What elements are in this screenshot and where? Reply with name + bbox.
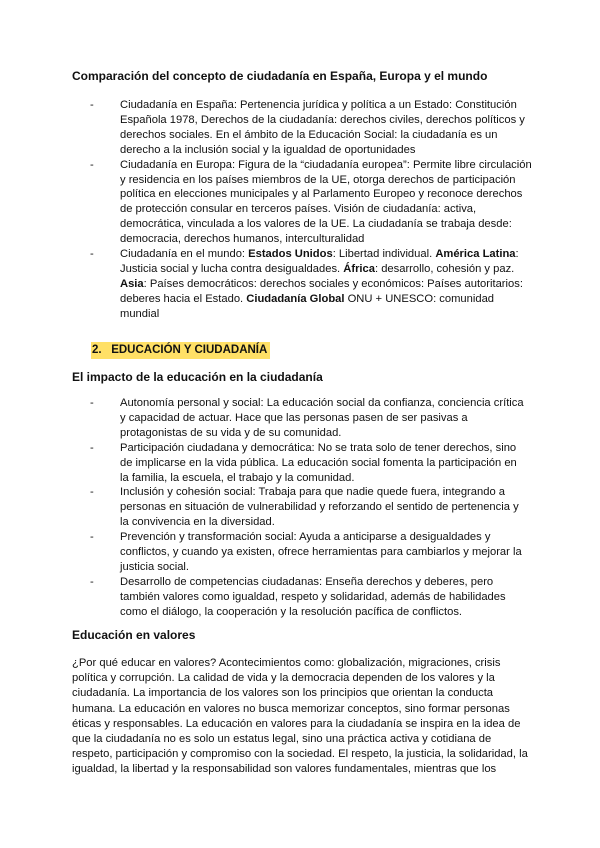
list-item: - Participación ciudadana y democrática: No se trata solo de tener derechos, sino de implicarse en la vida pública. La educación social fomenta la participación en la familia, la escuela, el trabajo y la comunidad. xyxy=(90,441,526,486)
heading-values-education: Educación en valores xyxy=(72,628,196,642)
list-item: - Desarrollo de competencias ciudadanas: Enseña derechos y deberes, pero también valores como igualdad, respeto y solidaridad, además de habilidades como el diálogo, la cooperación y la resolución pacífica de conflictos. xyxy=(90,575,526,620)
section-heading-2: 2. EDUCACIÓN Y CIUDADANÍA xyxy=(91,342,270,359)
heading-impact: El impacto de la educación en la ciudadanía xyxy=(72,370,323,384)
citizenship-comparison-list xyxy=(90,98,536,322)
values-paragraph: ¿Por qué educar en valores? Acontecimientos como: globalización, migraciones, crisis política y corrupción. La calidad de vida y la democracia dependen de los valores y la ciudadanía. La importancia de los valores son los principios que orientan la conducta humana. La educación en valores no busca memorizar conceptos, sino formar personas éticas y responsables. La educación en valores para la ciudadanía se inspira en la idea de que la ciudadanía no es solo un estatus legal, sino una práctica activa y cotidiana de respeto, participación y compromiso con la sociedad. El respeto, la justicia, la solidaridad, la igualdad, la libertad y la responsabilidad son valores fundamentales, mientras que los xyxy=(72,657,528,776)
education-impact-list xyxy=(90,396,526,620)
list-item: - Prevención y transformación social: Ayuda a anticiparse a desigualdades y conflictos, y cuando ya existen, ofrece herramientas para cambiarlos y mejorar la justicia social. xyxy=(90,530,526,575)
list-item: - Ciudadanía en el mundo: Estados Unidos: Libertad individual. América Latina: Justicia social y lucha contra desigualdades. África: desarrollo, cohesión y paz. Asia: Países democráticos: derechos sociales y económicos: Países autoritarios: deberes hacia el Estado. Ciudadanía Global ONU + UNESCO: comunidad mundial xyxy=(90,247,536,322)
list-item: - Inclusión y cohesión social: Trabaja para que nadie quede fuera, integrando a personas en situación de vulnerabilidad y reforzando el sentido de pertenencia y la convivencia en la diversidad. xyxy=(90,485,526,530)
list-item: - Ciudadanía en España: Pertenencia jurídica y política a un Estado: Constitución Española 1978, Derechos de la ciudadanía: derechos civiles, derechos políticos y derechos sociales. En el ámbito de la Educación Social: la ciudadanía es un derecho a la inclusión social y la igualdad de oportunidades xyxy=(90,98,536,158)
list-item: - Ciudadanía en Europa: Figura de la “ciudadanía europea”: Permite libre circulación y residencia en los países miembros de la UE, otorga derechos de participación política en elecciones municipales y al Parlamento Europeo y reconoce derechos de protección consular en terceros países. Visión de ciudadanía: activa, democrática, vinculada a los valores de la UE. La ciudadanía se trabaja desde: democracia, derechos humanos, interculturalidad xyxy=(90,158,536,247)
list-item: - Autonomía personal y social: La educación social da confianza, conciencia crítica y capacidad de actuar. Hace que las personas pasen de ser pasivas a protagonistas de su vida y de su comunidad. xyxy=(90,396,526,441)
heading-comparison: Comparación del concepto de ciudadanía en España, Europa y el mundo xyxy=(72,69,488,83)
